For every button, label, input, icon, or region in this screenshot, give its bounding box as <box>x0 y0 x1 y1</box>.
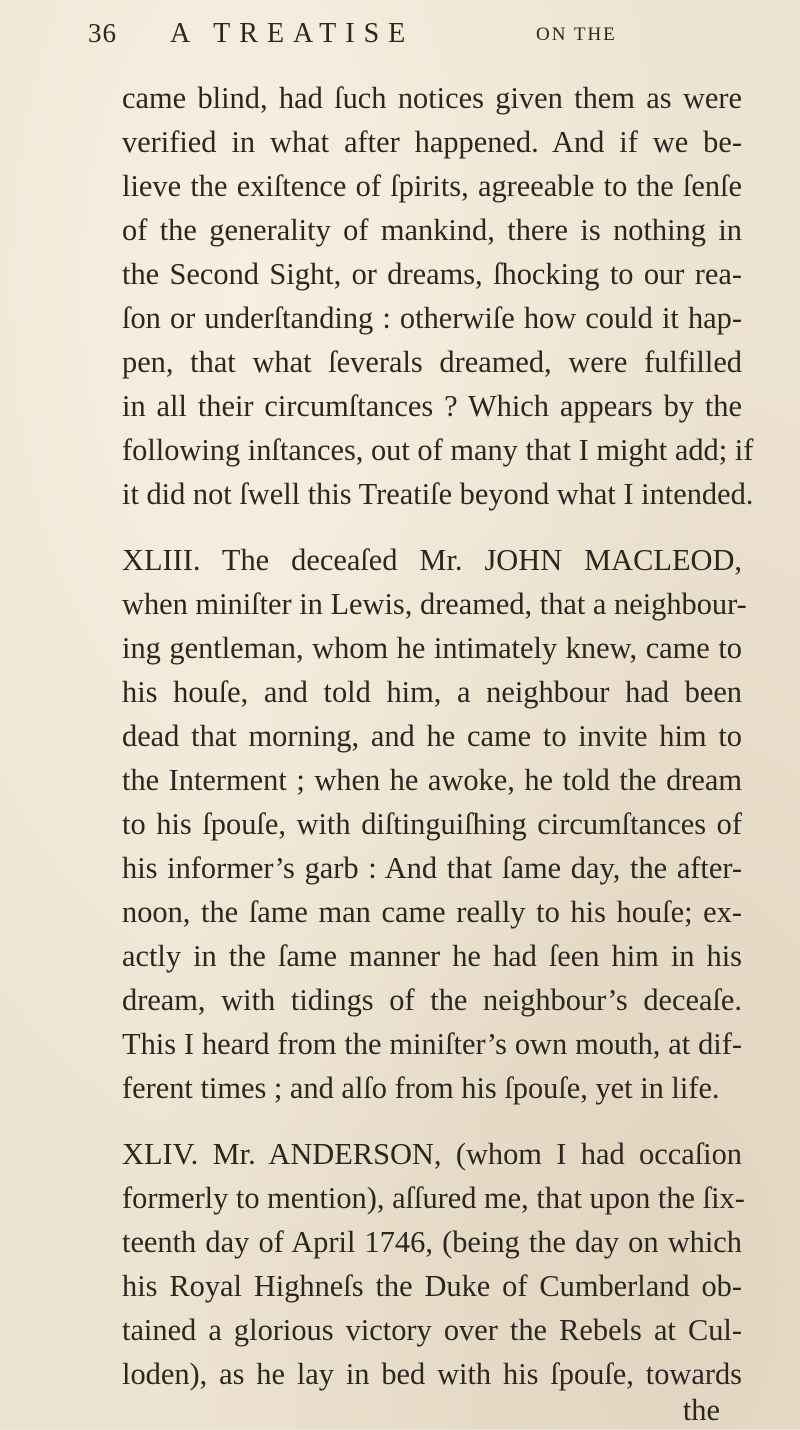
text-line: ing gentleman, whom he intimately knew, came to <box>122 631 742 665</box>
text-line: dream, with tidings of the neighbour’s deceaſe. <box>122 983 742 1017</box>
text-line: to his ſpouſe, with diſtinguiſhing circumſtances of <box>122 807 742 841</box>
text-line: following inſtances, out of many that I might add; if <box>122 433 754 467</box>
section-heading-line: XLIV. Mr. ANDERSON, (whom I had occaſion <box>122 1137 742 1171</box>
text-line: loden), as he lay in bed with his ſpouſe, towards <box>122 1357 742 1391</box>
text-line: lieve the exiſtence of ſpirits, agreeable to the ſenſe <box>122 169 742 203</box>
text-line: actly in the ſame manner he had ſeen him in his <box>122 939 742 973</box>
text-line: noon, the ſame man came really to his houſe; ex- <box>122 895 742 929</box>
text-line: his houſe, and told him, a neighbour had been <box>122 675 742 709</box>
text-line: his informer’s garb : And that ſame day, the after- <box>122 851 742 885</box>
running-title-tail: ON THE <box>536 24 617 45</box>
text-line: it did not ſwell this Treatiſe beyond what I intended. <box>122 477 754 511</box>
text-line: when miniſter in Lewis, dreamed, that a neighbour- <box>122 587 747 621</box>
text-line: the Interment ; when he awoke, he told the dream <box>122 763 742 797</box>
text-line: formerly to mention), aſſured me, that upon the ſix- <box>122 1181 745 1215</box>
text-line: This I heard from the miniſter’s own mouth, at dif- <box>122 1027 742 1061</box>
text-line: pen, that what ſeverals dreamed, were fulfilled <box>122 345 742 379</box>
text-line: ſon or underſtanding : otherwiſe how could it hap- <box>122 301 742 335</box>
text-line: of the generality of mankind, there is nothing in <box>122 213 742 247</box>
page-number: 36 <box>88 18 117 48</box>
page-header <box>88 14 728 54</box>
section-heading-line: XLIII. The deceaſed Mr. JOHN MACLEOD, <box>122 543 742 577</box>
text-line: the Second Sight, or dreams, ſhocking to our rea- <box>122 257 742 291</box>
text-line: his Royal Highneſs the Duke of Cumberland ob- <box>122 1269 742 1303</box>
text-line: verified in what after happened. And if we be- <box>122 125 742 159</box>
text-line: teenth day of April 1746, (being the day on which <box>122 1225 742 1259</box>
text-line: came blind, had ſuch notices given them as were <box>122 81 742 115</box>
catchword: the <box>682 1393 720 1427</box>
text-line: tained a glorious victory over the Rebels at Cul- <box>122 1313 742 1347</box>
text-line: dead that morning, and he came to invite him to <box>122 719 742 753</box>
running-title: A TREATISE <box>170 18 415 49</box>
text-line: ferent times ; and alſo from his ſpouſe, yet in life. <box>122 1071 720 1105</box>
text-line: in all their circumſtances ? Which appears by the <box>122 389 742 423</box>
